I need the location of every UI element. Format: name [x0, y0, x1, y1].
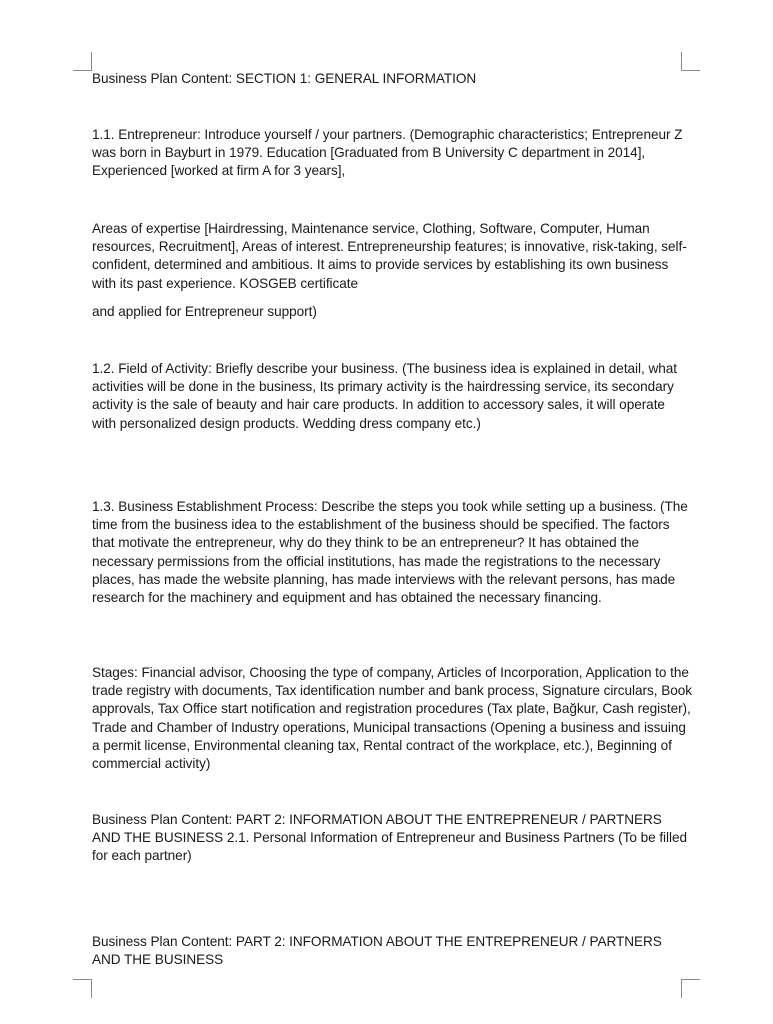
paragraph-part2-personal-info: Business Plan Content: PART 2: INFORMATION ABOUT THE ENTREPRENEUR / PARTNERS AND THE BUSINESS 2.1. Personal Information of Entrepreneur and Business Partners (To be filled for each partner)	[92, 812, 687, 864]
paragraph-establishment-process: 1.3. Business Establishment Process: Describe the steps you took while setting up a business. (The time from the business idea to the establishment of the business should be specified. The factors that motivate the entrepreneur, why do they think to be an entrepreneur? It has obtained the necessary permissions from the official institutions, has made the registrations to the necessary places, has made the website planning, has made interviews with the relevant persons, has made research for the machinery and equipment and has obtained the necessary financing.	[92, 499, 688, 606]
section-heading: Business Plan Content: SECTION 1: GENERAL INFORMATION	[92, 71, 477, 86]
margin-mark-top-right	[681, 52, 700, 71]
paragraph-stages: Stages: Financial advisor, Choosing the type of company, Articles of Incorporation, Application to the trade registry with documents, Tax identification number and bank process, Signature circulars, Book approvals, Tax Office start notification and registration procedures (Tax plate, Bağkur, Cash register), Trade and Chamber of Industry operations, Municipal transactions (Opening a business and issuing a permit license, Environmental cleaning tax, Rental contract of the workplace, etc.), Beginning of commercial activity)	[92, 665, 692, 772]
margin-mark-top-left	[73, 52, 92, 71]
paragraph-entrepreneur: 1.1. Entrepreneur: Introduce yourself / your partners. (Demographic characteristics; Entrepreneur Z was born in Bayburt in 1979. Education [Graduated from B University C department in 2014], Experienced [worked at firm A for 3 years],	[92, 127, 683, 179]
paragraph-field-of-activity: 1.2. Field of Activity: Briefly describe your business. (The business idea is explained in detail, what activities will be done in the business, Its primary activity is the hairdressing service, its secondary activity is the sale of beauty and hair care products. In addition to accessory sales, it will operate with personalized design products. Wedding dress company etc.)	[92, 361, 677, 431]
paragraph-support: and applied for Entrepreneur support)	[92, 304, 317, 319]
margin-mark-bottom-right	[681, 979, 700, 998]
margin-mark-bottom-left	[73, 979, 92, 998]
paragraph-expertise: Areas of expertise [Hairdressing, Maintenance service, Clothing, Software, Computer, Human resources, Recruitment], Areas of interest. Entrepreneurship features; is innovative, risk-taking, self-confident, determined and ambitious. It aims to provide services by establishing its own business with its past experience. KOSGEB certificate	[92, 221, 687, 291]
paragraph-part2-heading: Business Plan Content: PART 2: INFORMATION ABOUT THE ENTREPRENEUR / PARTNERS AND THE BUSINESS	[92, 934, 662, 968]
